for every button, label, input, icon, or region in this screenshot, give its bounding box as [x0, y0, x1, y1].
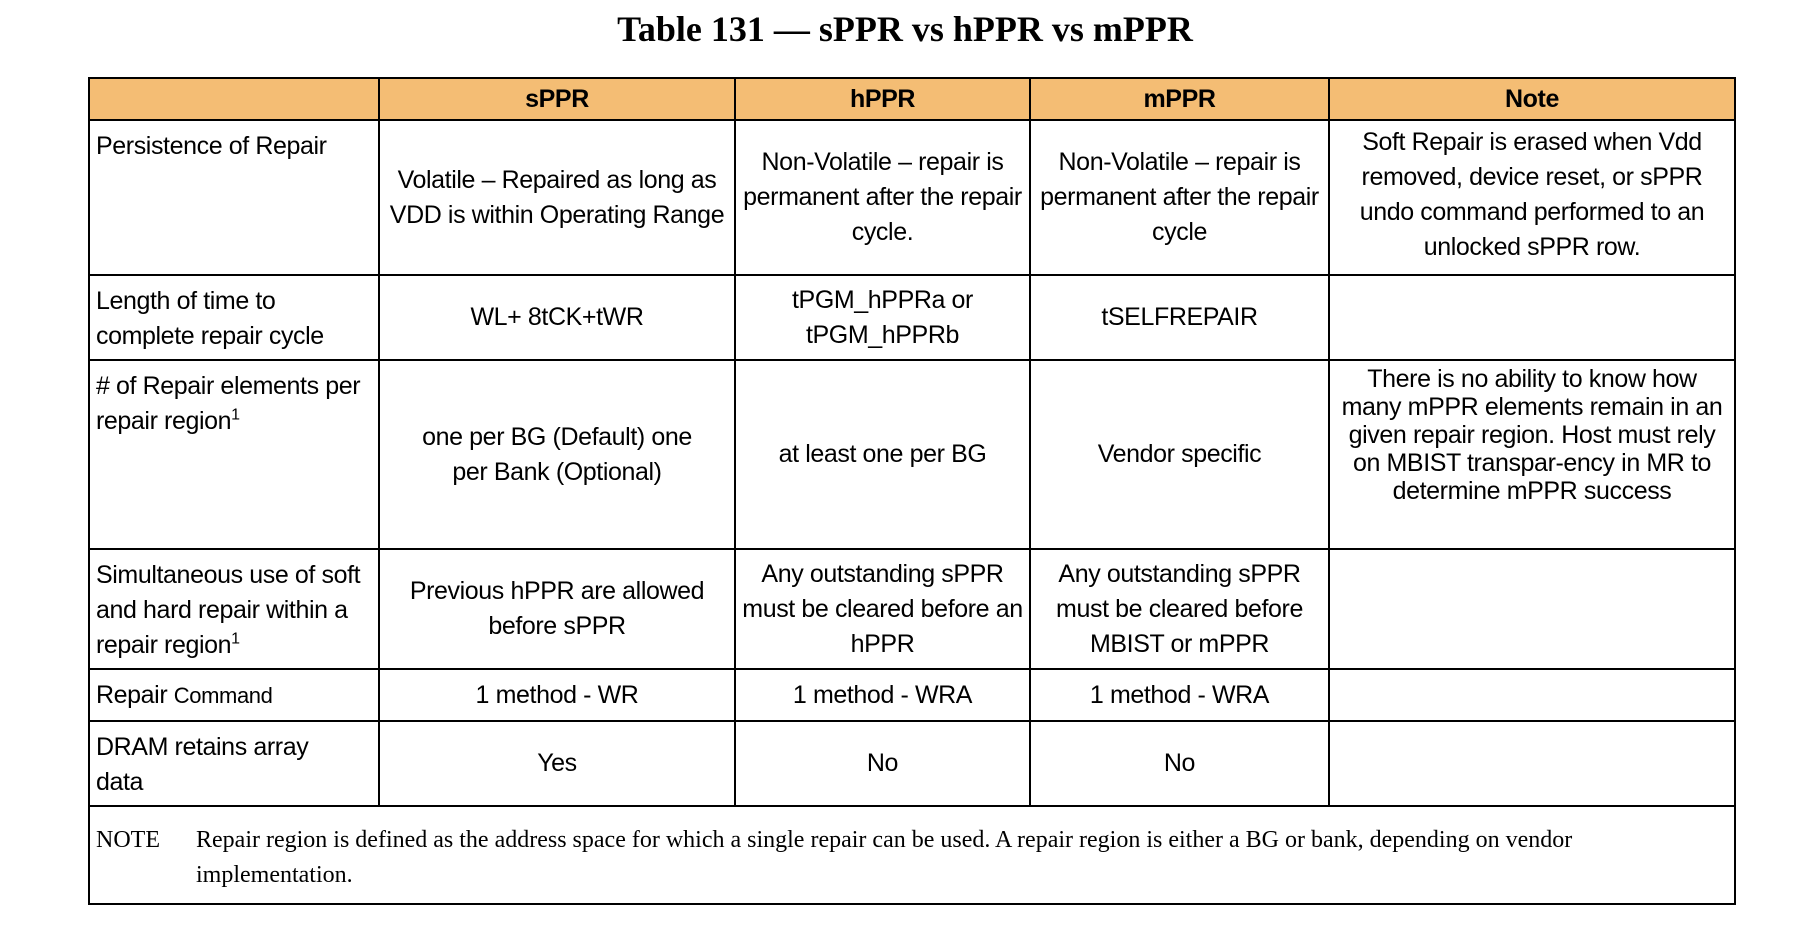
cell-hppr: Non-Volatile – repair is permanent after the repair cycle. [735, 120, 1030, 275]
cell-hppr: No [735, 721, 1030, 806]
header-sppr: sPPR [379, 78, 735, 120]
cell-hppr: 1 method - WRA [735, 669, 1030, 721]
header-blank [89, 78, 379, 120]
footnote-label: NOTE [96, 827, 160, 853]
cell-mppr: Any outstanding sPPR must be cleared before MBIST or mPPR [1030, 549, 1329, 669]
cell-note: Soft Repair is erased when Vdd removed, device reset, or sPPR undo command performed to an unlocked sPPR row. [1329, 120, 1735, 275]
cell-mppr: 1 method - WRA [1030, 669, 1329, 721]
cell-hppr: tPGM_hPPRa or tPGM_hPPRb [735, 275, 1030, 360]
table-row [89, 669, 1735, 721]
row-label: DRAM retains array data [89, 721, 379, 806]
row-label-text: Simultaneous use of soft and hard repair within a repair region [96, 561, 361, 659]
comparison-table [88, 77, 1736, 905]
row-label [89, 669, 379, 721]
row-label [89, 549, 379, 669]
cell-hppr: Any outstanding sPPR must be cleared before an hPPR [735, 549, 1030, 669]
cell-sppr: Volatile – Repaired as long as VDD is within Operating Range [379, 120, 735, 275]
header-mppr: mPPR [1030, 78, 1329, 120]
header-row [89, 78, 1735, 120]
footnote-row [89, 806, 1735, 904]
cell-note [1329, 275, 1735, 360]
row-label-text: Repair [96, 680, 168, 709]
table-row [89, 721, 1735, 806]
cell-mppr: Vendor specific [1030, 360, 1329, 549]
footnote-ref: 1 [231, 630, 240, 648]
table-row [89, 360, 1735, 549]
table-row [89, 120, 1735, 275]
footnote [89, 806, 1735, 904]
cell-sppr: one per BG (Default) one per Bank (Optional) [379, 360, 735, 549]
header-note: Note [1329, 78, 1735, 120]
cell-hppr: at least one per BG [735, 360, 1030, 549]
row-label-small: Command [173, 682, 273, 708]
cell-note [1329, 549, 1735, 669]
cell-mppr: tSELFREPAIR [1030, 275, 1329, 360]
table-row [89, 275, 1735, 360]
cell-sppr: 1 method - WR [379, 669, 735, 721]
cell-sppr: Previous hPPR are allowed before sPPR [379, 549, 735, 669]
cell-sppr: Yes [379, 721, 735, 806]
table-row [89, 549, 1735, 669]
row-label: Length of time to complete repair cycle [89, 275, 379, 360]
table-title: Table 131 — sPPR vs hPPR vs mPPR [617, 9, 1193, 49]
footnote-text: Repair region is defined as the address space for which a single repair can be used. A repair region is either a BG or bank, depending on vendor implementation. [196, 827, 1573, 888]
cell-mppr: Non-Volatile – repair is permanent after the repair cycle [1030, 120, 1329, 275]
footnote-ref: 1 [231, 406, 240, 424]
cell-mppr: No [1030, 721, 1329, 806]
cell-sppr: WL+ 8tCK+tWR [379, 275, 735, 360]
row-label-text: # of Repair elements per repair region [96, 372, 361, 435]
cell-note: There is no ability to know how many mPPR elements remain in an given repair region. Host must rely on MBIST transpar-ency in MR to determine mPPR success [1329, 360, 1735, 549]
cell-note [1329, 669, 1735, 721]
header-hppr: hPPR [735, 78, 1030, 120]
cell-note [1329, 721, 1735, 806]
row-label: Persistence of Repair [89, 120, 379, 275]
row-label [89, 360, 379, 549]
